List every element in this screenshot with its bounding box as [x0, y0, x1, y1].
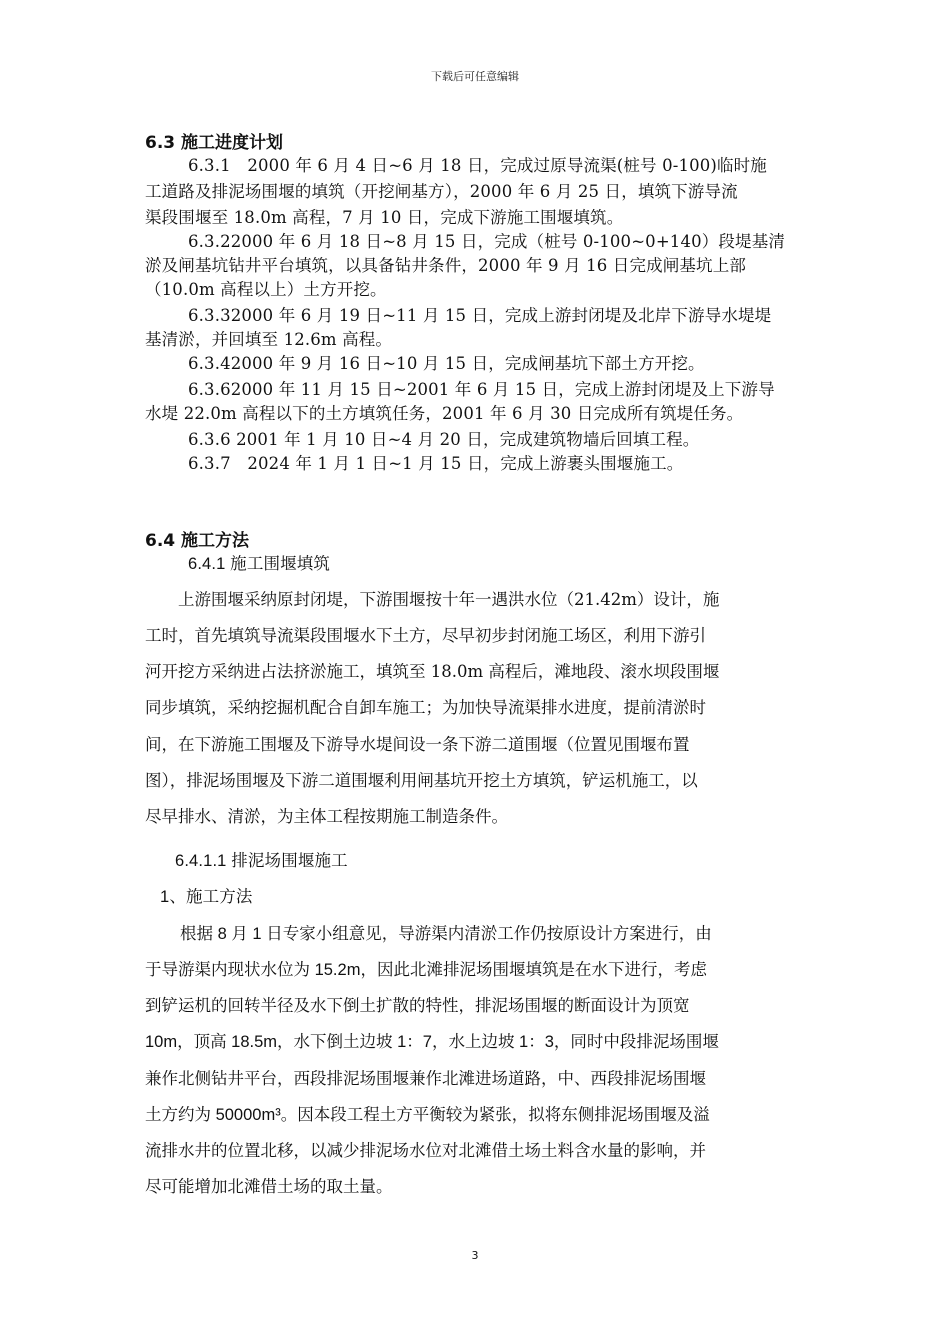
subsection-6-4-1-title: 6.4.1 施工围堰填筑 — [188, 555, 331, 573]
schedule-line: 6.3.32000 年 6 月 19 日~11 月 15 日，完成上游封闭堤及北岸下游导水堤堤 — [188, 306, 772, 325]
paragraph-line: 流排水井的位置北移，以减少排泥场水位对北滩借土场土料含水量的影响，并 — [145, 1142, 706, 1160]
schedule-line: 6.3.7 2024 年 1 月 1 日~1 月 15 日，完成上游裹头围堰施工。 — [188, 454, 684, 473]
paragraph-line: 工时，首先填筑导流渠段围堰水下土方，尽早初步封闭施工场区，利用下游引 — [145, 626, 706, 645]
subsection-6-4-1-1-title: 6.4.1.1 排泥场围堰施工 — [175, 852, 348, 870]
schedule-line: 6.3.22000 年 6 月 18 日~8 月 15 日，完成（桩号 0-100~0+140）段堤基清 — [188, 232, 785, 251]
schedule-line: 6.3.6 2001 年 1 月 10 日~4 月 20 日，完成建筑物墙后回填工程。 — [188, 430, 700, 449]
paragraph-line: 河开挖方采纳进占法挤淤施工，填筑至 18.0m 高程后，滩地段、滚水坝段围堰 — [145, 662, 720, 681]
paragraph-line: 根据 8 月 1 日专家小组意见，导游渠内清淤工作仍按原设计方案进行，由 — [180, 925, 712, 943]
schedule-line: 6.3.42000 年 9 月 16 日~10 月 15 日，完成闸基坑下部土方开挖。 — [188, 354, 705, 373]
schedule-line: 水堤 22.0m 高程以下的土方填筑任务，2001 年 6 月 30 日完成所有筑堤任务。 — [145, 404, 744, 423]
schedule-line: 渠段围堰至 18.0m 高程，7 月 10 日，完成下游施工围堰填筑。 — [145, 208, 624, 227]
paragraph-line: 间，在下游施工围堰及下游导水堤间设一条下游二道围堰（位置见围堰布置 — [145, 735, 690, 754]
schedule-line: （10.0m 高程以上）土方开挖。 — [145, 280, 387, 299]
section-6-4-title: 6.4 施工方法 — [145, 531, 250, 551]
paragraph-line: 尽早排水、清淤，为主体工程按期施工制造条件。 — [145, 807, 508, 826]
schedule-line: 淤及闸基坑钻井平台填筑，以具备钻井条件，2000 年 9 月 16 日完成闸基坑上部 — [145, 256, 747, 275]
paragraph-line: 10m，顶高 18.5m，水下倒土边坡 1：7，水上边坡 1：3，同时中段排泥场围堰 — [145, 1033, 719, 1051]
paragraph-line: 同步填筑，采纳挖掘机配合自卸车施工；为加快导流渠排水进度，提前清淤时 — [145, 698, 706, 717]
paragraph-line: 土方约为 50000m³。因本段工程土方平衡较为紧张，拟将东侧排泥场围堰及溢 — [145, 1106, 710, 1124]
paragraph-line: 图），排泥场围堰及下游二道围堰利用闸基坑开挖土方填筑，铲运机施工，以 — [145, 771, 698, 790]
schedule-line: 6.3.1 2000 年 6 月 4 日~6 月 18 日，完成过原导流渠(桩号 0-100)临时施 — [188, 156, 767, 175]
schedule-line: 6.3.62000 年 11 月 15 日~2001 年 6 月 15 日，完成上游封闭堤及上下游导 — [188, 380, 775, 399]
paragraph-line: 尽可能增加北滩借土场的取土量。 — [145, 1178, 393, 1196]
page-header: 下载后可任意编辑 — [431, 70, 519, 83]
paragraph-line: 兼作北侧钻井平台，西段排泥场围堰兼作北滩进场道路，中、西段排泥场围堰 — [145, 1070, 706, 1088]
subsection-method-title: 1、施工方法 — [160, 888, 253, 906]
paragraph-line: 到铲运机的回转半径及水下倒土扩散的特性，排泥场围堰的断面设计为顶宽 — [145, 997, 690, 1015]
schedule-line: 工道路及排泥场围堰的填筑（开挖闸基方），2000 年 6 月 25 日，填筑下游导流 — [145, 182, 738, 201]
paragraph-line: 于导游渠内现状水位为 15.2m，因此北滩排泥场围堰填筑是在水下进行，考虑 — [145, 961, 707, 979]
paragraph-line: 上游围堰采纳原封闭堤，下游围堰按十年一遇洪水位（21.42m）设计，施 — [178, 590, 720, 609]
section-6-3-title: 6.3 施工进度计划 — [145, 133, 284, 153]
schedule-line: 基清淤，并回填至 12.6m 高程。 — [145, 330, 393, 349]
page-number: 3 — [471, 1249, 479, 1262]
